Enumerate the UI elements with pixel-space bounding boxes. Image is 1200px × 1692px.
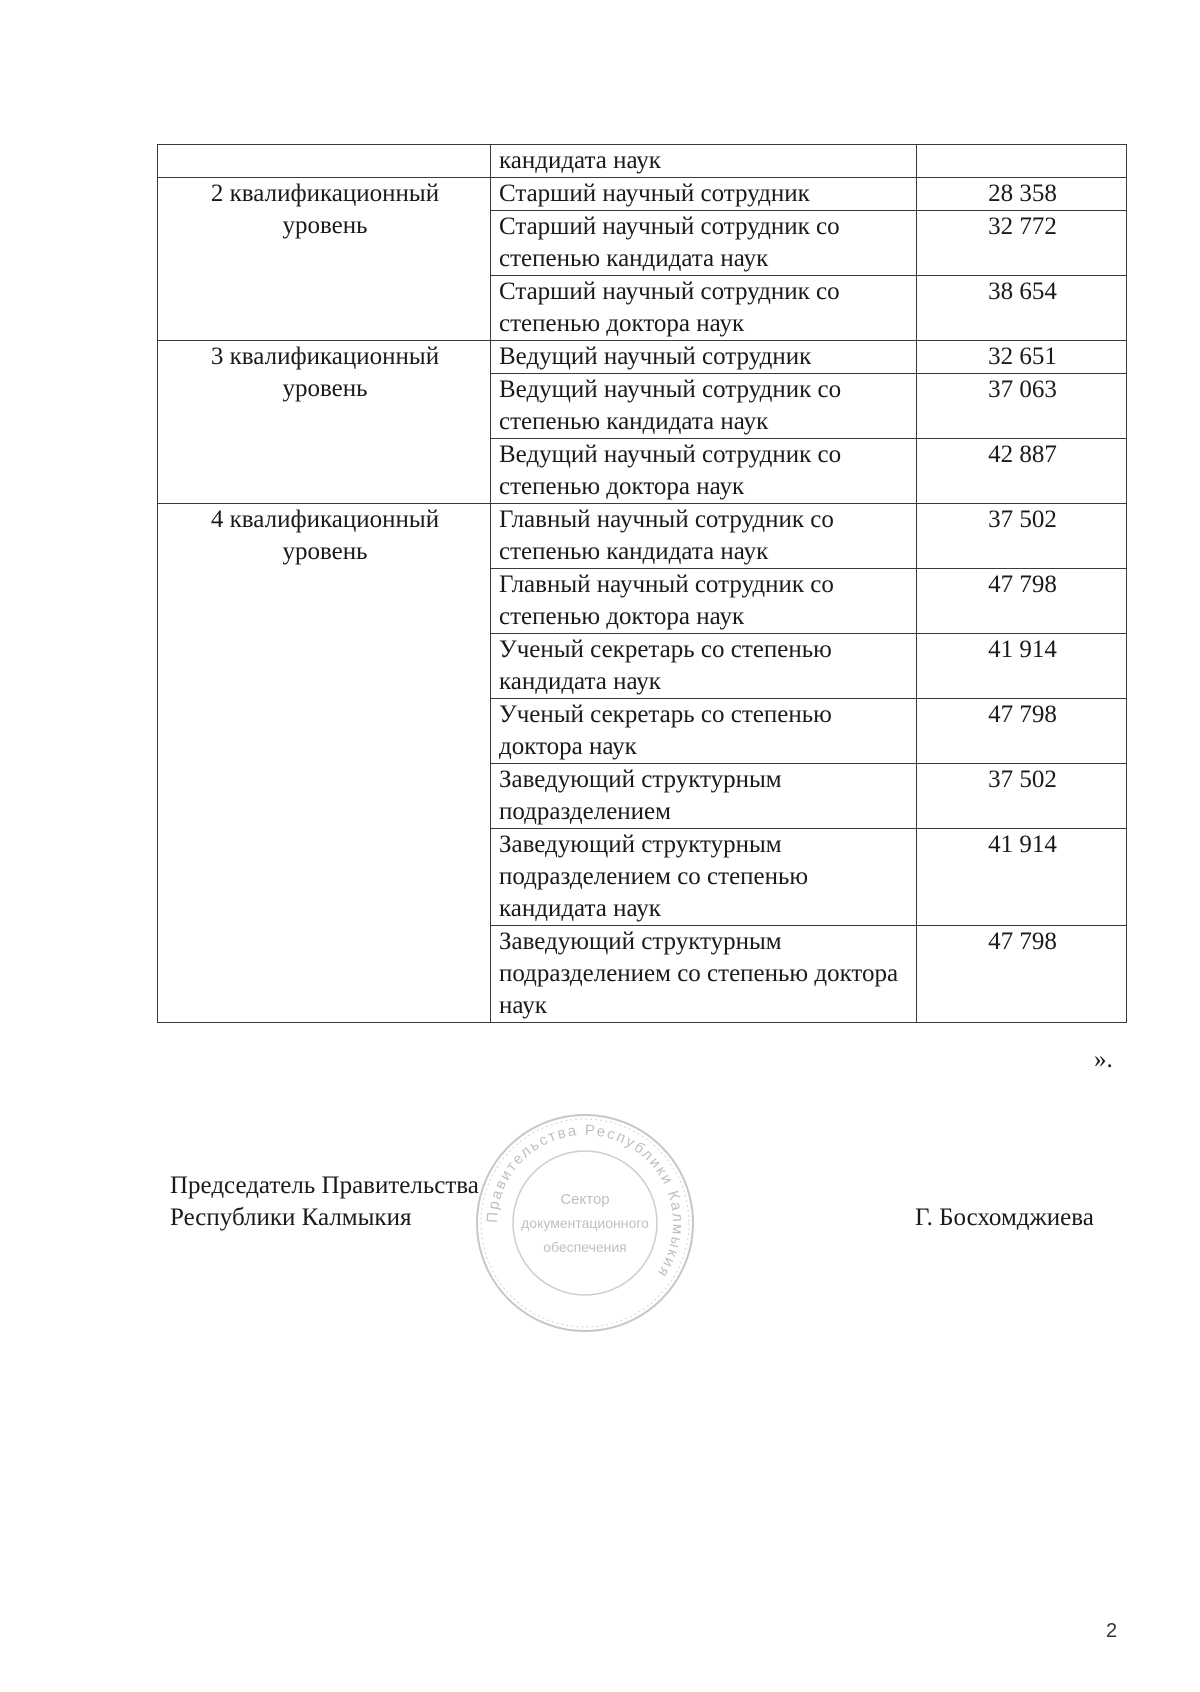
signatory-title-line1: Председатель Правительства — [170, 1172, 479, 1199]
salary-cell: 42 887 — [917, 439, 1127, 504]
position-cell: Главный научный сотрудник со степенью кандидата наук — [491, 504, 917, 569]
salary-cell: 41 914 — [917, 634, 1127, 699]
signatory-title-line2: Республики Калмыкия — [170, 1204, 412, 1231]
table-row — [158, 341, 1127, 374]
salary-cell — [917, 145, 1127, 178]
table-row — [158, 178, 1127, 211]
salary-cell: 37 502 — [917, 764, 1127, 829]
closing-quote: ». — [1094, 1046, 1113, 1073]
signatory-name: Г. Босхомджиева — [915, 1204, 1094, 1231]
salary-cell: 37 063 — [917, 374, 1127, 439]
salary-table — [157, 144, 1127, 1023]
level-cell: 2 квалификационный уровень — [158, 178, 491, 341]
salary-cell: 47 798 — [917, 926, 1127, 1023]
position-cell: Ведущий научный сотрудник со степенью кандидата наук — [491, 374, 917, 439]
stamp-center-line2: документационного — [521, 1215, 649, 1231]
position-cell: Ведущий научный сотрудник — [491, 341, 917, 374]
position-cell: Заведующий структурным подразделением — [491, 764, 917, 829]
position-cell: Ученый секретарь со степенью кандидата наук — [491, 634, 917, 699]
stamp-center-line1: Сектор — [560, 1191, 610, 1208]
position-cell: Ученый секретарь со степенью доктора наук — [491, 699, 917, 764]
page-number: 2 — [1106, 1620, 1118, 1642]
salary-cell: 28 358 — [917, 178, 1127, 211]
salary-cell: 37 502 — [917, 504, 1127, 569]
stamp-center-line3: обеспечения — [543, 1239, 627, 1255]
position-cell: Заведующий структурным подразделением со степенью кандидата наук — [491, 829, 917, 926]
level-cell: 3 квалификационный уровень — [158, 341, 491, 504]
salary-cell: 38 654 — [917, 276, 1127, 341]
position-cell: Старший научный сотрудник со степенью кандидата наук — [491, 211, 917, 276]
table-row — [158, 504, 1127, 569]
official-stamp — [470, 1108, 700, 1338]
salary-cell: 47 798 — [917, 699, 1127, 764]
position-cell: Ведущий научный сотрудник со степенью доктора наук — [491, 439, 917, 504]
signatory-title — [170, 1170, 479, 1234]
table-row — [158, 145, 1127, 178]
level-cell — [158, 145, 491, 178]
position-cell: Старший научный сотрудник — [491, 178, 917, 211]
salary-cell: 32 651 — [917, 341, 1127, 374]
stamp-ring-text: Правительства Республики Калмыкия — [483, 1121, 687, 1282]
position-cell: Старший научный сотрудник со степенью доктора наук — [491, 276, 917, 341]
position-cell: кандидата наук — [491, 145, 917, 178]
salary-cell: 47 798 — [917, 569, 1127, 634]
position-cell: Заведующий структурным подразделением со степенью доктора наук — [491, 926, 917, 1023]
salary-cell: 32 772 — [917, 211, 1127, 276]
level-cell: 4 квалификационный уровень — [158, 504, 491, 1023]
salary-cell: 41 914 — [917, 829, 1127, 926]
position-cell: Главный научный сотрудник со степенью доктора наук — [491, 569, 917, 634]
